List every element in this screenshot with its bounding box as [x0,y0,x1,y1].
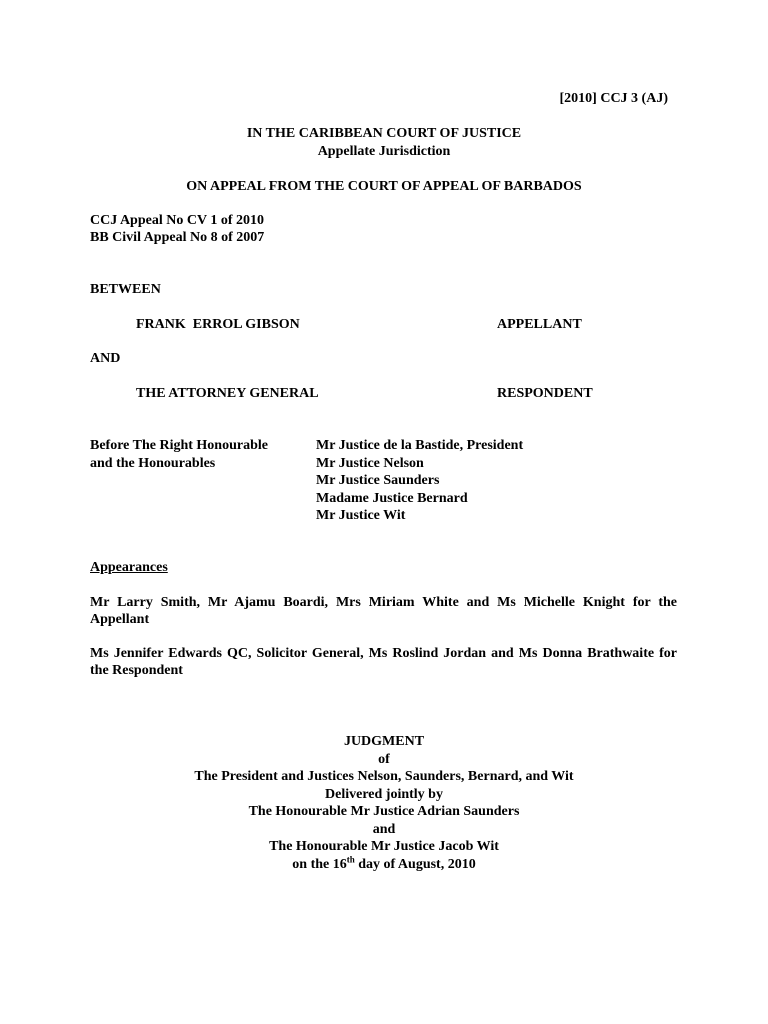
ccj-case-number: CCJ Appeal No CV 1 of 2010 [90,213,264,228]
respondent-role: RESPONDENT [497,386,593,401]
bench-label-line2: and the Honourables [90,456,216,471]
bench-label-line1: Before The Right Honourable [90,438,268,453]
judge-name: Mr Justice Saunders [316,473,440,488]
judge-name: Mr Justice de la Bastide, President [316,438,524,453]
court-name: IN THE CARIBBEAN COURT OF JUSTICE [246,126,522,141]
judge-name: Madame Justice Bernard [316,490,468,506]
appellant-name: FRANK ERROL GIBSON [136,317,300,332]
judge-name: Mr Justice Nelson [316,455,424,471]
appellant-counsel: Mr Larry Smith, Mr Ajamu Boardi, Mrs Miriam White and Ms Michelle Knight for the Appellant [90,595,677,627]
between-label: BETWEEN [90,282,161,297]
judgment-judge-1: The Honourable Mr Justice Adrian Saunders [248,804,520,819]
appeal-from: ON APPEAL FROM THE COURT OF APPEAL OF BARBADOS [186,179,582,194]
respondent-counsel: Ms Jennifer Edwards QC, Solicitor General, Ms Roslind Jordan and Ms Donna Brathwaite for the Respondent [90,646,677,678]
and-label: AND [90,351,121,366]
judgment-of: of [378,751,390,767]
judgment-title: JUDGMENT [343,734,425,749]
judgment-delivered: Delivered jointly by [325,786,443,802]
appellant-role: APPELLANT [497,317,582,332]
judgment-judge-2: The Honourable Mr Justice Jacob Wit [269,839,499,854]
judge-name: Mr Justice Wit [316,508,406,523]
judgment-block [0,733,768,873]
judgment-date [0,853,768,874]
judgment-date-rest: day of August, 2010 [354,856,476,872]
court-jurisdiction: Appellate Jurisdiction [317,144,451,159]
judgment-panel: The President and Justices Nelson, Saunders, Bernard, and Wit [194,769,574,784]
judgment-date-prefix: on the 16 [292,856,347,872]
judgment-date-ordinal: th [346,853,355,864]
respondent-name: THE ATTORNEY GENERAL [136,386,319,401]
judgment-and: and [372,821,396,837]
appearances-heading: Appearances [90,560,168,575]
judges-list [316,437,523,525]
case-citation: [2010] CCJ 3 (AJ) [559,91,668,106]
bb-case-number: BB Civil Appeal No 8 of 2007 [90,230,265,245]
